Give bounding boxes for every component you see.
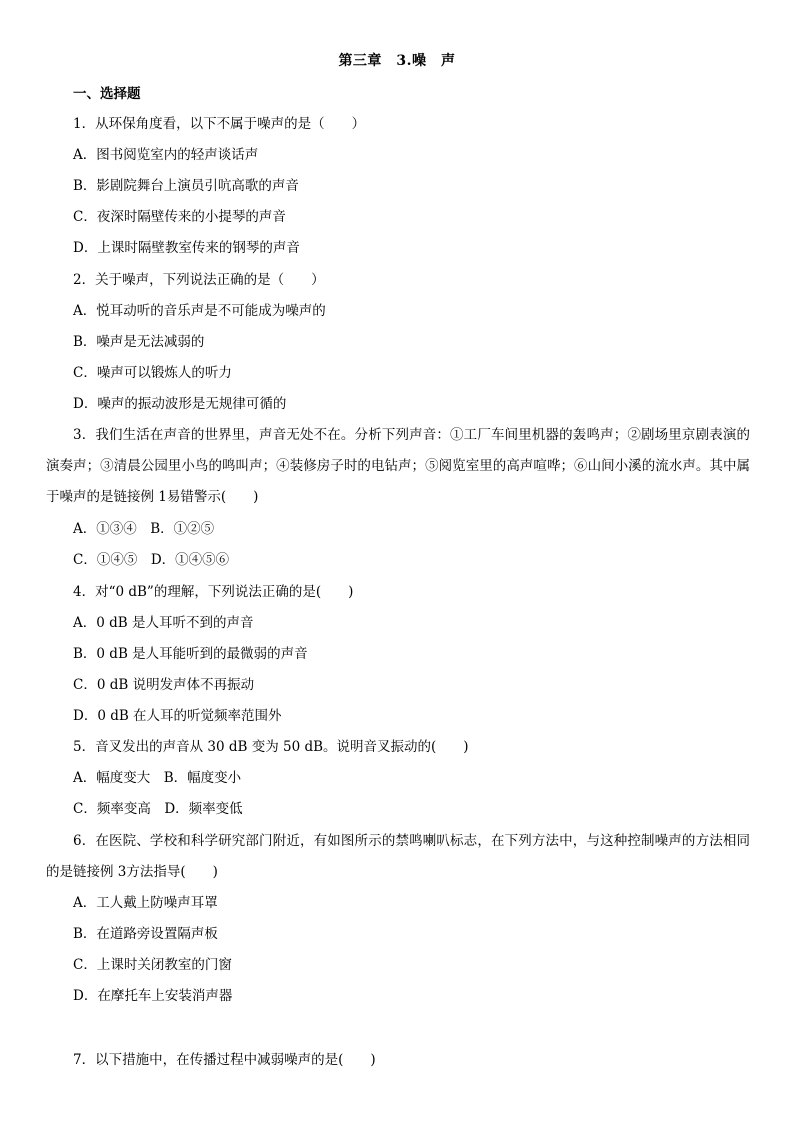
question-1-option-d: D．上课时隔壁教室传来的钢琴的声音	[73, 240, 300, 256]
question-3-options-cd: C．①④⑤ D．①④⑤⑥	[73, 552, 230, 568]
question-6-option-d: D．在摩托车上安装消声器	[73, 988, 233, 1004]
question-4-option-c: C．0 dB 说明发声体不再振动	[73, 677, 255, 693]
question-1-option-a: A．图书阅览室内的轻声谈话声	[73, 147, 259, 163]
question-1-option-b: B．影剧院舞台上演员引吭高歌的声音	[73, 178, 299, 194]
section-heading: 一、选择题	[73, 86, 141, 102]
question-5-stem: 5．音叉发出的声音从 30 dB 变为 50 dB。说明音叉振动的( )	[73, 739, 469, 755]
question-3-stem: 3．我们生活在声音的世界里，声音无处不在。分析下列声音：①工厂车间里机器的轰鸣声；②剧场里京剧表演的演奏声；③清晨公园里小鸟的鸣叫声；④装修房子时的电钻声；⑤阅览室里的高声喧哗；⑥山间小溪的流水声。其中属于噪声的是链接例 1易错警示( )	[46, 427, 750, 505]
question-5-options-cd: C．频率变高 D．频率变低	[73, 801, 243, 817]
question-1-option-c: C．夜深时隔壁传来的小提琴的声音	[73, 209, 286, 225]
question-2-option-a: A．悦耳动听的音乐声是不可能成为噪声的	[73, 303, 326, 319]
question-2-option-b: B．噪声是无法减弱的	[73, 334, 205, 350]
question-4-option-d: D．0 dB 在人耳的听觉频率范围外	[73, 708, 282, 724]
question-4-option-a: A．0 dB 是人耳听不到的声音	[73, 615, 254, 631]
question-3-options-ab: A．①③④ B．①②⑤	[73, 521, 215, 537]
question-7-stem: 7．以下措施中，在传播过程中减弱噪声的是( )	[73, 1052, 376, 1068]
question-6-option-c: C．上课时关闭教室的门窗	[73, 957, 232, 973]
question-6-stem: 6．在医院、学校和科学研究部门附近，有如图所示的禁鸣喇叭标志，在下列方法中，与这种控制噪声的方法相同的是链接例 3方法指导( )	[46, 833, 750, 880]
question-6-option-b: B．在道路旁设置隔声板	[73, 926, 218, 942]
question-5-options-ab: A．幅度变大 B．幅度变小	[73, 770, 242, 786]
question-4-stem: 4．对“0 dB”的理解，下列说法正确的是( )	[73, 584, 354, 600]
page-title: 第三章 3.噪 声	[338, 53, 456, 69]
question-2-option-d: D．噪声的振动波形是无规律可循的	[73, 396, 287, 412]
question-2-option-c: C．噪声可以锻炼人的听力	[73, 365, 232, 381]
question-1-stem: 1．从环保角度看，以下不属于噪声的是（ ）	[73, 116, 366, 132]
question-6-option-a: A．工人戴上防噪声耳罩	[73, 895, 218, 911]
question-4-option-b: B．0 dB 是人耳能听到的最微弱的声音	[73, 646, 308, 662]
question-2-stem: 2．关于噪声，下列说法正确的是（ ）	[73, 272, 325, 288]
